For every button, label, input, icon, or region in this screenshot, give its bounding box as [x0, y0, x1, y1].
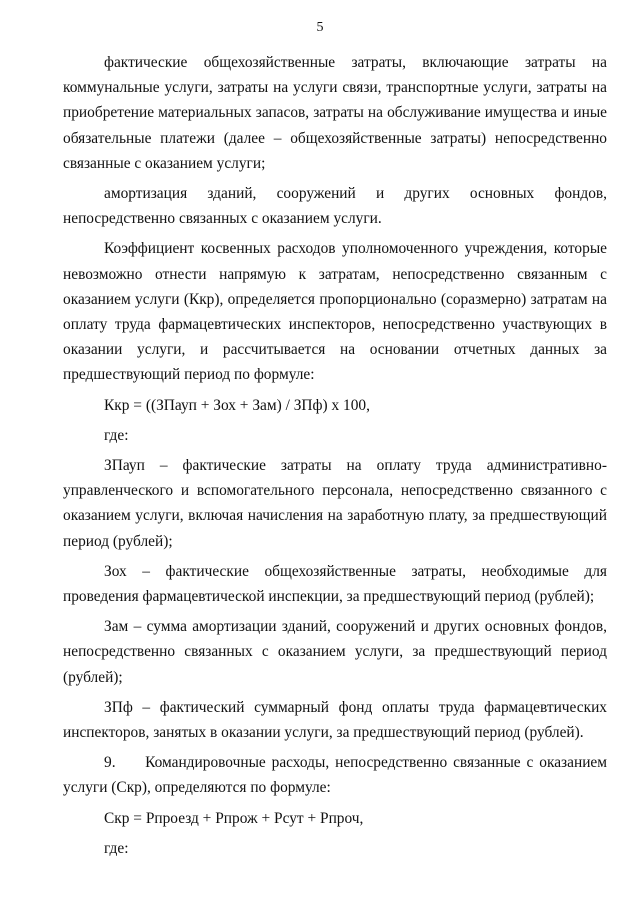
- paragraph-travel-expenses: 9. Командировочные расходы, непосредственно связанные с оказанием услуги (Скр), определяются по формуле:: [63, 754, 611, 797]
- definition-zam: Зам – сумма амортизации зданий, сооружений и других основных фондов, непосредственно связанных с оказанием услуги, за предшествующий период (рублей);: [63, 618, 607, 686]
- paragraph-depreciation: амортизация зданий, сооружений и других основных фондов, непосредственно связанных с оказанием услуги.: [63, 185, 607, 228]
- paragraph-overhead-costs: фактические общехозяйственные затраты, включающие затраты на коммунальные услуги, затраты на услуги связи, транспортные услуги, затраты на приобретение материальных запасов, затраты на обслуживание имущества и иные обязательные платежи (далее – общехозяйственные затраты) непосредственно связанные с оказанием услуги;: [63, 54, 607, 172]
- definition-zpf: ЗПф – фактический суммарный фонд оплаты труда фармацевтических инспекторов, занятых в оказании услуги, за предшествующий период (рублей).: [63, 698, 607, 742]
- definition-zoh: Зох – фактические общехозяйственные затраты, необходимые для проведения фармацевтической инспекции, за предшествующий период (рублей);: [63, 562, 607, 606]
- formula-skr: Скр = Рпроезд + Рпрож + Рсут + Рпроч,: [104, 809, 364, 827]
- where-label: где:: [104, 426, 129, 444]
- paragraph-indirect-coefficient: Коэффициент косвенных расходов уполномоченного учреждения, которые невозможно отнести напрямую к затратам, непосредственно связанным с оказанием услуги (Ккр), определяется пропорционально (соразмерно) затратам на оплату труда фармацевтических инспекторов, непосредственно участвующих в оказании услуги, и рассчитывается на основании отчетных данных за предшествующий период по формуле:: [63, 240, 607, 384]
- page-number: 5: [316, 20, 324, 35]
- definition-zpaup: ЗПауп – фактические затраты на оплату труда административно-управленческого и вспомогательного персонала, непосредственно связанного с оказанием услуги, включая начисления на заработную плату, за предшествующий период (рублей);: [63, 457, 607, 550]
- where-label-2: где:: [104, 839, 129, 857]
- document-body: [63, 50, 611, 866]
- formula-kkr: Ккр = ((ЗПауп + Зох + Зам) / ЗПф) х 100,: [104, 396, 370, 414]
